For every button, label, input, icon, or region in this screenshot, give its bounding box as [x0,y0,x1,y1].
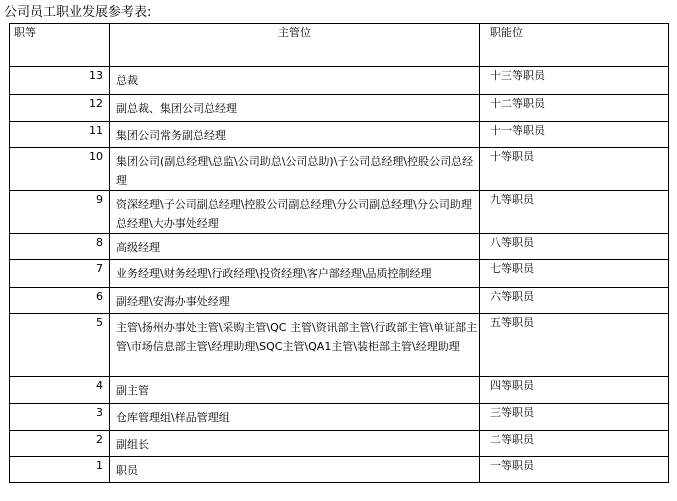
level-cell: 五等职员 [480,314,669,377]
position-cell: 副总裁、集团公司总经理 [110,95,480,122]
level-cell: 六等职员 [480,288,669,314]
position-cell: 副经理\安海办事处经理 [110,288,480,314]
rank-cell: 12 [10,95,110,122]
position-cell: 资深经理\子公司副总经理\控股公司副总经理\分公司副总经理\分公司助理总经理\大办事处经理 [110,191,480,234]
position-cell: 业务经理\财务经理\行政经理\投资经理\客户部经理\品质控制经理 [110,260,480,288]
level-cell: 九等职员 [480,191,669,234]
rank-cell: 13 [10,67,110,95]
level-cell: 一等职员 [480,457,669,483]
position-cell: 仓库管理组\样品管理组 [110,404,480,431]
level-cell: 十二等职员 [480,95,669,122]
header-level: 职能位 [480,24,669,67]
rank-cell: 5 [10,314,110,377]
level-cell: 八等职员 [480,234,669,260]
header-rank: 职等 [10,24,110,67]
table-row [10,234,669,260]
career-table [9,23,669,483]
table-row [10,431,669,457]
position-cell: 集团公司常务副总经理 [110,122,480,148]
level-cell: 十等职员 [480,148,669,191]
table-row [10,122,669,148]
position-cell: 副组长 [110,431,480,457]
rank-cell: 4 [10,377,110,404]
page-title: 公司员工职业发展参考表: [4,5,152,20]
rank-cell: 2 [10,431,110,457]
rank-cell: 8 [10,234,110,260]
rank-cell: 11 [10,122,110,148]
rank-cell: 7 [10,260,110,288]
rank-cell: 9 [10,191,110,234]
position-cell: 副主管 [110,377,480,404]
table-row [10,377,669,404]
table-row [10,457,669,483]
table-row [10,260,669,288]
rank-cell: 1 [10,457,110,483]
position-cell: 高级经理 [110,234,480,260]
rank-cell: 10 [10,148,110,191]
rank-cell: 6 [10,288,110,314]
position-cell: 集团公司(副总经理\总监\公司助总\公司总助)\子公司总经理\控股公司总经理 [110,148,480,191]
table-row [10,95,669,122]
level-cell: 十三等职员 [480,67,669,95]
level-cell: 三等职员 [480,404,669,431]
table-row [10,148,669,191]
rank-cell: 3 [10,404,110,431]
level-cell: 四等职员 [480,377,669,404]
table-row [10,67,669,95]
table-row [10,288,669,314]
level-cell: 十一等职员 [480,122,669,148]
header-position: 主管位 [110,24,480,67]
position-cell: 主管\扬州办事处主管\采购主管\QC 主管\资讯部主管\行政部主管\单证部主管\市场信息部主管\经理助理\SQC主管\QA1主管\装柜部主管\经理助理 [110,314,480,377]
level-cell: 七等职员 [480,260,669,288]
table-row [10,314,669,377]
table-row [10,404,669,431]
position-cell: 职员 [110,457,480,483]
table-row [10,191,669,234]
table-header-row [10,24,669,67]
level-cell: 二等职员 [480,431,669,457]
position-cell: 总裁 [110,67,480,95]
